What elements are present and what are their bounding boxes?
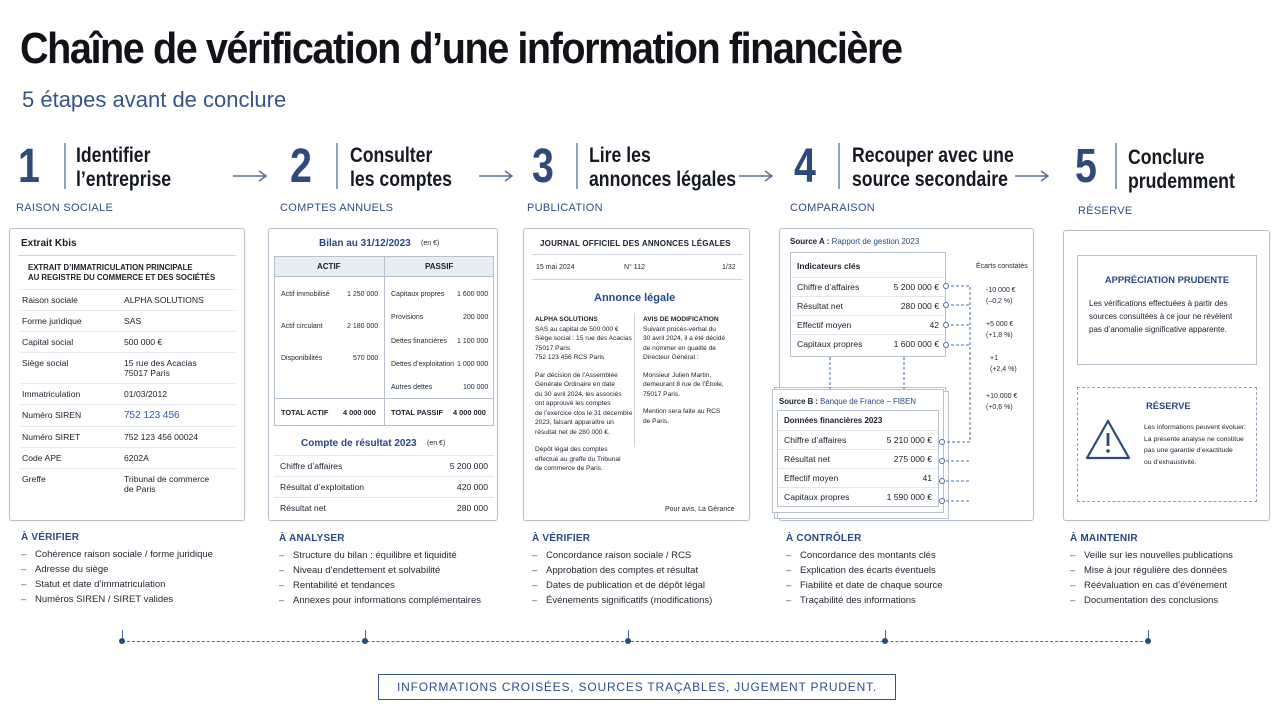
step-title-line2: annonces légales	[589, 168, 737, 191]
indicator-label: Effectif moyen	[797, 320, 852, 330]
checklist-3	[532, 533, 712, 608]
conclusion-panel	[1063, 230, 1270, 521]
checklist-item: – Annexes pour informations complémentaires	[279, 593, 481, 608]
kbis-value: 01/03/2012	[124, 389, 168, 399]
checklist-5	[1070, 533, 1233, 608]
footer-banner: INFORMATIONS CROISÉES, SOURCES TRAÇABLES, JUGEMENT PRUDENT.	[378, 674, 896, 700]
checklist-title: À CONTRÔLER	[786, 533, 862, 544]
kbis-row	[20, 427, 236, 448]
category-label: RAISON SOCIALE	[16, 202, 114, 214]
checklist-item: – Fiabilité et date de chaque source	[786, 578, 943, 593]
timeline-dot	[882, 638, 888, 644]
kbis-key: Numéro SIRET	[22, 432, 81, 442]
step-number: 3	[532, 140, 554, 193]
timeline-tick	[1148, 630, 1149, 638]
step-title-line1: Conclure	[1128, 146, 1205, 169]
step-title-line1: Identifier	[76, 144, 151, 167]
checklist-item: – Mise à jour régulière des données	[1070, 563, 1233, 578]
kbis-row	[20, 448, 236, 469]
cr-unit: (en €)	[427, 440, 446, 447]
annonce-line: du 30 avril 2024, les associés	[535, 390, 622, 398]
journal-date: 15 mai 2024	[536, 264, 575, 271]
annonce-left-column	[535, 315, 633, 474]
kbis-heading	[28, 263, 215, 283]
kbis-row	[20, 405, 236, 427]
arrow-right-icon	[232, 169, 268, 183]
kbis-panel	[9, 228, 245, 521]
annonce-line: effectué au greffe du Tribunal	[535, 455, 621, 463]
checklist-title: À ANALYSER	[279, 533, 345, 544]
annonce-modification-title: AVIS DE MODIFICATION	[643, 316, 719, 323]
reserve-line: La présente analyse ne constitue	[1144, 435, 1244, 443]
checklist-title: À MAINTENIR	[1070, 533, 1138, 544]
kbis-key: Greffe	[22, 474, 46, 484]
ecart-percent: (+1,8 %)	[986, 332, 1013, 339]
checklist-4	[786, 533, 943, 608]
bilan-table	[274, 256, 494, 426]
step-title-line2: source secondaire	[852, 168, 1008, 191]
passif-header: PASSIF	[425, 262, 454, 271]
timeline-dot	[362, 638, 368, 644]
indicator-value: 275 000 €	[893, 454, 932, 464]
timeline-tick	[122, 630, 123, 638]
ecart-percent: (+2,4 %)	[990, 366, 1017, 373]
checklist-item: – Dates de publication et de dépôt légal	[532, 578, 712, 593]
cr-label: Chiffre d’affaires	[280, 461, 343, 471]
annonce-line: Monsieur Julien Martin,	[643, 371, 712, 379]
kbis-value: 752 123 456 00024	[124, 432, 199, 442]
indicator-label: Chiffre d’affaires	[797, 282, 860, 292]
annonce-line: de Paris.	[643, 417, 670, 425]
step-title-line1: Lire les	[589, 144, 651, 167]
kbis-value: 500 000 €	[124, 337, 163, 347]
checklist-item: – Adresse du siège	[21, 562, 213, 577]
cr-value: 5 200 000	[449, 461, 488, 471]
page-title: Chaîne de vérification d’une information financière	[20, 24, 902, 73]
indicator-label: Résultat net	[797, 301, 843, 311]
journal-signature: Pour avis, La Gérance	[665, 506, 735, 513]
annonce-line: Mention sera faite au RCS	[643, 408, 721, 415]
cr-table	[274, 455, 494, 518]
timeline-dot	[1145, 638, 1151, 644]
kbis-row	[20, 311, 236, 332]
checklist-item: – Numéros SIREN / SIRET valides	[21, 592, 213, 607]
ecart-amount: -10 000 €	[986, 287, 1016, 294]
annonce-line: 75017 Paris	[535, 344, 571, 352]
cr-value: 280 000	[456, 503, 488, 513]
category-label: PUBLICATION	[527, 202, 603, 214]
step-title-line1: Recouper avec une	[852, 144, 1014, 167]
checklist-item: – Approbation des comptes et résultat	[532, 563, 712, 578]
ecart-percent: (+0,6 %)	[986, 404, 1013, 411]
kbis-row	[20, 384, 236, 405]
checklist-item: – Événements significatifs (modifications)	[532, 593, 712, 608]
kbis-value-line2: de Paris	[124, 484, 156, 494]
annonce-line: Siège social : 15 rue des Acacias	[535, 335, 632, 342]
step-divider	[336, 143, 338, 189]
appreciation-line: Les vérifications effectuées à partir des	[1089, 299, 1228, 308]
category-label: RÉSERVE	[1078, 205, 1133, 217]
indicator-label: Résultat net	[784, 454, 830, 464]
indicator-label: Capitaux propres	[797, 339, 863, 349]
step-divider	[1115, 143, 1117, 189]
annonce-line: 752 123 456 RCS Paris	[535, 354, 605, 361]
checklist-item: – Niveau d’endettement et solvabilité	[279, 563, 481, 578]
step-title-line2: les comptes	[350, 168, 452, 191]
checklist-item: – Concordance des montants clés	[786, 548, 943, 563]
source-b-name: Banque de France – FIBEN	[820, 397, 916, 406]
indicator-label: Capitaux propres	[784, 492, 850, 502]
checklist-item: – Cohérence raison sociale / forme juridique	[21, 547, 213, 562]
source-a-title: Indicateurs clés	[797, 261, 861, 271]
source-b-label: Source B :	[779, 397, 818, 406]
actif-item-value: 570 000	[353, 355, 379, 362]
checklist-item: – Rentabilité et tendances	[279, 578, 481, 593]
annonce-line: Suivant procès-verbal du	[643, 325, 716, 333]
indicator-value: 5 210 000 €	[886, 435, 932, 445]
annonce-line: 2023, faisant apparaître un	[535, 419, 614, 426]
passif-item-value: 1 000 000	[457, 361, 489, 368]
annonce-line: 75017 Paris.	[643, 390, 681, 398]
step-title-line2: prudemment	[1128, 170, 1235, 193]
annonce-line: SAS au capital de 500 000 €	[535, 325, 619, 333]
annonce-title: Annonce légale	[594, 292, 676, 304]
cr-label: Résultat net	[280, 503, 326, 513]
cr-row	[274, 456, 494, 477]
bilan-unit: (en €)	[421, 240, 440, 247]
appreciation-line: sources consultées à ce jour ne révèlent	[1089, 312, 1233, 321]
step-divider	[576, 143, 578, 189]
appreciation-line: pas d’anomalie significative apparente.	[1089, 325, 1227, 334]
source-a-label: Source A :	[790, 237, 830, 246]
passif-item-label: Provisions	[391, 314, 424, 321]
category-label: COMPTES ANNUELS	[280, 202, 394, 214]
passif-item-label: Capitaux propres	[391, 291, 445, 298]
passif-item-label: Dettes financières	[391, 338, 448, 345]
kbis-row	[20, 469, 236, 499]
kbis-value: 6202A	[124, 453, 149, 463]
appreciation-text	[1078, 297, 1256, 336]
comparison-panel	[779, 228, 1034, 521]
step-divider	[64, 143, 66, 189]
appreciation-box	[1077, 255, 1257, 365]
journal-issue: N° 112	[624, 264, 645, 271]
passif-item-value: 200 000	[463, 314, 489, 321]
annonce-line: Par décision de l’Assemblée	[535, 371, 618, 379]
checklist-item: – Traçabilité des informations	[786, 593, 943, 608]
actif-item-label: Actif immobilisé	[281, 291, 330, 298]
cr-row	[274, 477, 494, 498]
indicator-value: 41	[922, 473, 932, 483]
kbis-row	[20, 353, 236, 384]
kbis-key: Code APE	[22, 453, 62, 463]
kbis-key: Forme juridique	[22, 316, 82, 326]
annonce-line: Dépôt légal des comptes	[535, 446, 608, 453]
ecart-amount: +5 000 €	[986, 321, 1014, 328]
checklist-2	[279, 533, 481, 608]
annonce-line: résultat net de 280 000 €.	[535, 428, 610, 436]
actif-item-value: 2 180 000	[347, 323, 379, 330]
kbis-key: Raison sociale	[22, 295, 78, 305]
ecarts-title: Écarts constatés	[976, 263, 1028, 270]
kbis-heading-line2: AU REGISTRE DU COMMERCE ET DES SOCIÉTÉS	[28, 273, 216, 282]
indicator-value: 42	[929, 320, 939, 330]
annonce-line: de commerce de Paris.	[535, 465, 603, 472]
passif-item-label: Autres dettes	[391, 384, 433, 391]
appreciation-title: APPRÉCIATION PRUDENTE	[1104, 274, 1230, 285]
comparison-connectors	[780, 229, 1035, 522]
ecart-amount: +1	[990, 355, 998, 362]
checklist-1	[21, 532, 213, 607]
bilan-panel	[268, 228, 498, 521]
actif-item-label: Actif circulant	[281, 323, 323, 330]
annonce-line: de nommer en qualité de	[643, 344, 716, 352]
kbis-row	[20, 332, 236, 353]
kbis-value: ALPHA SOLUTIONS	[124, 295, 204, 305]
arrow-right-icon	[478, 169, 514, 183]
passif-item-value: 1 100 000	[457, 338, 489, 345]
checklist-item: – Veille sur les nouvelles publications	[1070, 548, 1233, 563]
arrow-right-icon	[1014, 169, 1050, 183]
kbis-key: Numéro SIREN	[22, 410, 82, 420]
indicator-value: 1 590 000 €	[886, 492, 932, 502]
siren-value: 752 123 456	[124, 410, 180, 421]
annonce-line: 30 avril 2024, il a été décidé	[643, 335, 726, 342]
annonce-company: ALPHA SOLUTIONS	[535, 316, 598, 323]
annonce-line: ont approuvé les comptes	[535, 400, 611, 407]
kbis-value: 15 rue des Acacias	[124, 358, 197, 368]
journal-title: JOURNAL OFFICIEL DES ANNONCES LÉGALES	[540, 239, 731, 248]
reserve-line: ou d’exhaustivité.	[1144, 458, 1197, 466]
step-number: 5	[1075, 140, 1097, 193]
indicator-label: Effectif moyen	[784, 473, 839, 483]
indicator-label: Chiffre d’affaires	[784, 435, 847, 445]
kbis-key: Capital social	[22, 337, 74, 347]
reserve-title: RÉSERVE	[1146, 400, 1191, 411]
total-actif-label: TOTAL ACTIF	[281, 408, 329, 417]
checklist-item: – Statut et date d’immatriculation	[21, 577, 213, 592]
cr-row	[274, 498, 494, 518]
passif-item-value: 1 600 000	[457, 291, 489, 298]
source-a-name: Rapport de gestion 2023	[831, 237, 920, 246]
timeline-tick	[365, 630, 366, 638]
indicator-value: 1 600 000 €	[893, 339, 939, 349]
kbis-value: Tribunal de commerce	[124, 474, 210, 484]
actif-header: ACTIF	[317, 262, 341, 271]
kbis-value-line2: 75017 Paris	[124, 368, 170, 378]
warning-triangle-icon	[1084, 418, 1132, 462]
timeline-dot	[119, 638, 125, 644]
reserve-line: pas une garantie d’exactitude	[1144, 447, 1233, 454]
step-number: 2	[290, 140, 312, 193]
actif-item-value: 1 250 000	[347, 291, 379, 298]
total-passif-value: 4 000 000	[453, 408, 486, 417]
checklist-title: À VÉRIFIER	[21, 532, 80, 543]
kbis-key: Immatriculation	[22, 389, 81, 399]
annonce-line: Directeur Général :	[643, 354, 699, 361]
kbis-row	[20, 289, 236, 311]
kbis-value: SAS	[124, 316, 142, 326]
annonce-line: demeurant 8 rue de l’Étoile,	[643, 381, 724, 388]
annonce-line: de l’exercice clos le 31 décembre	[535, 409, 633, 417]
checklist-item: – Structure du bilan : équilibre et liquidité	[279, 548, 481, 563]
arrow-right-icon	[738, 169, 774, 183]
kbis-table	[20, 289, 236, 499]
passif-item-label: Dettes d’exploitation	[391, 361, 455, 368]
checklist-item: – Documentation des conclusions	[1070, 593, 1233, 608]
kbis-key: Siège social	[22, 358, 69, 368]
journal-panel	[523, 228, 750, 521]
kbis-heading-line1: EXTRAIT D’IMMATRICULATION PRINCIPALE	[28, 263, 193, 272]
bilan-title: Bilan au 31/12/2023	[319, 238, 411, 249]
step-number: 1	[18, 140, 40, 193]
journal-page: 1/32	[722, 264, 736, 271]
step-number: 4	[794, 140, 816, 193]
reserve-text	[1144, 422, 1246, 468]
ecart-percent: (–0,2 %)	[986, 298, 1013, 305]
indicator-value: 280 000 €	[900, 301, 939, 311]
category-label: COMPARAISON	[790, 202, 875, 214]
cr-title: Compte de résultat 2023	[301, 438, 417, 449]
kbis-title: Extrait Kbis	[21, 238, 77, 249]
step-title-line2: l’entreprise	[76, 168, 172, 191]
ecart-amount: +10 000 €	[986, 393, 1018, 400]
total-passif-label: TOTAL PASSIF	[391, 408, 444, 417]
page-subtitle: 5 étapes avant de conclure	[22, 87, 287, 112]
annonce-line: Générale Ordinaire en date	[535, 381, 615, 388]
checklist-title: À VÉRIFIER	[532, 533, 591, 544]
total-actif-value: 4 000 000	[343, 408, 376, 417]
timeline-tick	[885, 630, 886, 638]
actif-item-label: Disponibilités	[281, 355, 323, 362]
annonce-right-column	[643, 315, 745, 426]
reserve-line: Les informations peuvent évoluer.	[1144, 424, 1246, 431]
checklist-item: – Réévaluation en cas d’événement	[1070, 578, 1233, 593]
source-b-title: Données financières 2023	[784, 416, 883, 425]
timeline-line	[122, 641, 1148, 642]
timeline-tick	[628, 630, 629, 638]
step-title-line1: Consulter	[350, 144, 433, 167]
checklist-item: – Concordance raison sociale / RCS	[532, 548, 712, 563]
timeline-dot	[625, 638, 631, 644]
step-divider	[838, 143, 840, 189]
checklist-item: – Explication des écarts éventuels	[786, 563, 943, 578]
indicator-value: 5 200 000 €	[893, 282, 939, 292]
cr-label: Résultat d’exploitation	[280, 482, 365, 492]
passif-item-value: 100 000	[463, 384, 489, 391]
reserve-box	[1077, 387, 1257, 502]
cr-value: 420 000	[456, 482, 488, 492]
